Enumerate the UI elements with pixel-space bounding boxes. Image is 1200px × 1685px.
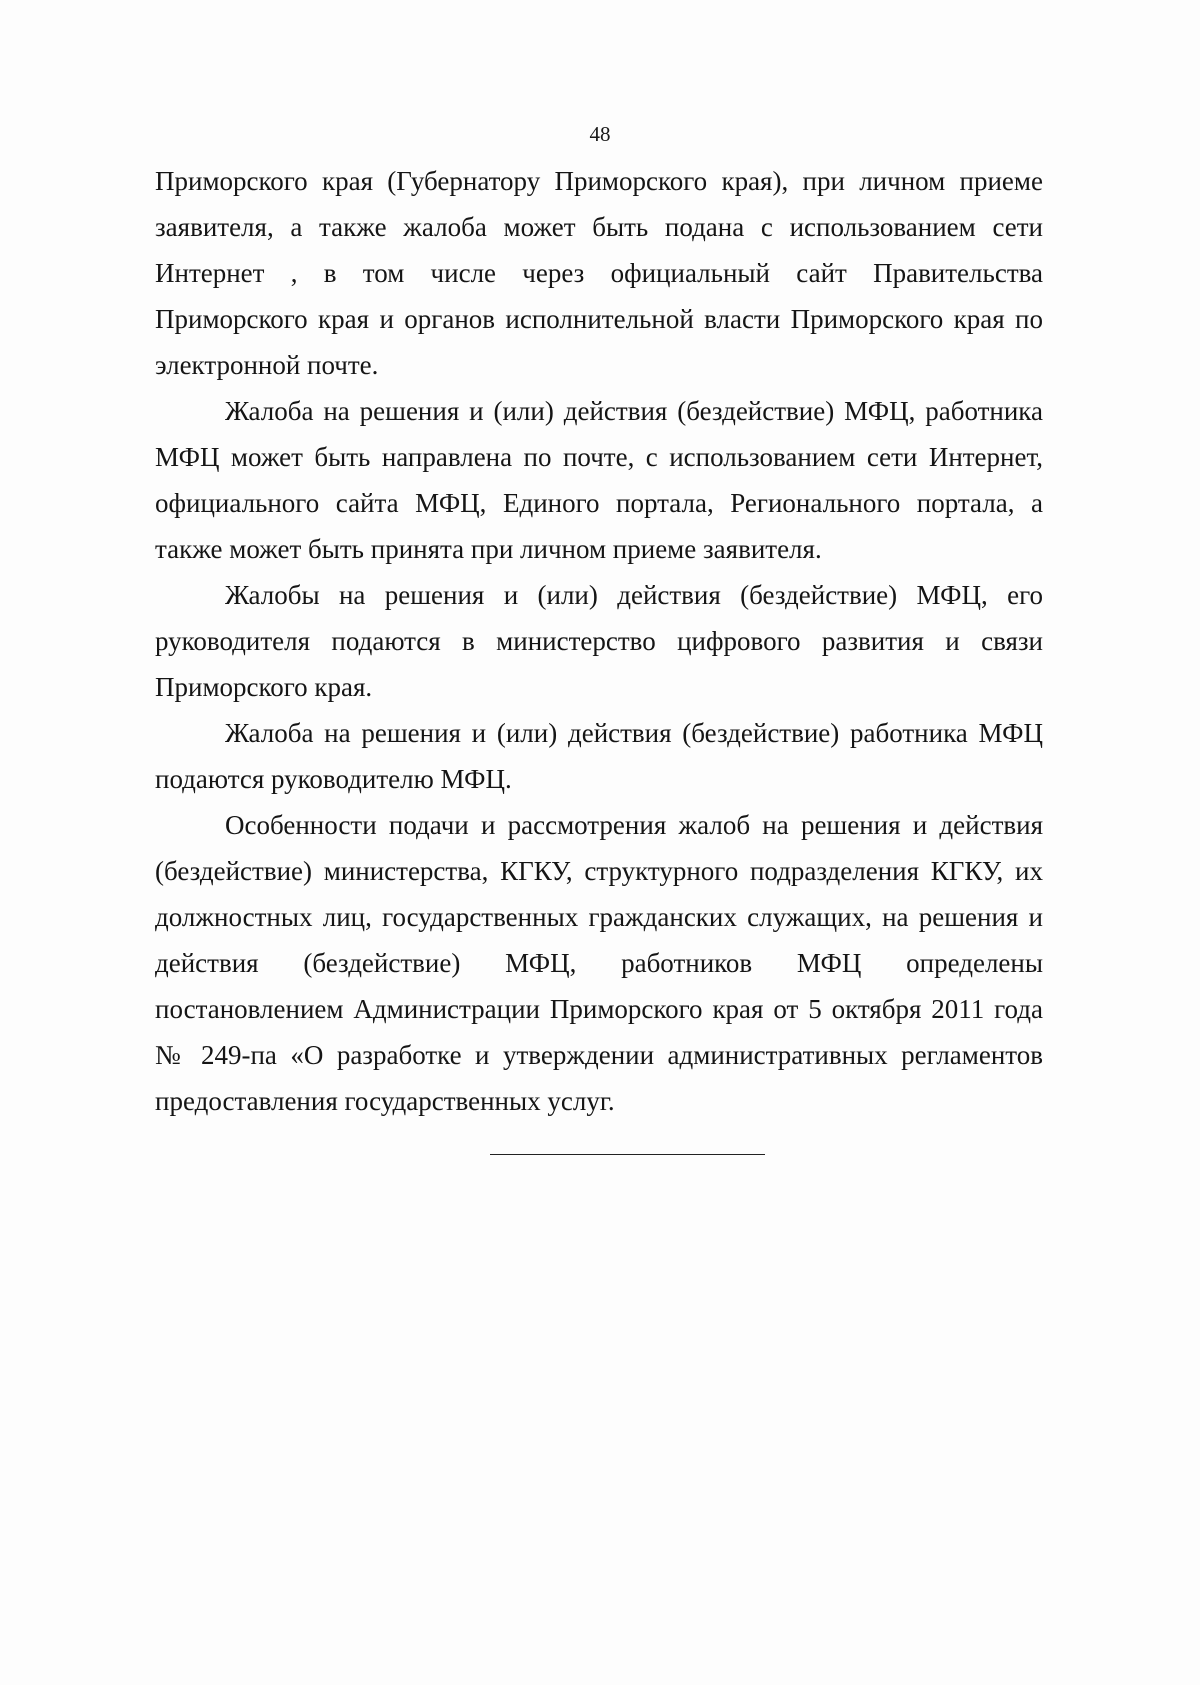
paragraph: Жалоба на решения и (или) действия (бездействие) работника МФЦ подаются руководителю МФЦ. [155,718,1043,794]
document-body [155,158,1043,1124]
paragraph: Особенности подачи и рассмотрения жалоб на решения и действия (бездействие) министерства, КГКУ, структурного подразделения КГКУ, их должностных лиц, государственных гражданских служащих, на решения и действия (бездействие) МФЦ, работников МФЦ определены постановлением Администрации Приморского края от 5 октября 2011 года № 249-па «О разработке и утверждении административных регламентов предоставления государственных услуг. [155,810,1043,1116]
paragraph: Приморского края (Губернатору Приморского края), при личном приеме заявителя, а также жалоба может быть подана с использованием сети Интернет , в том числе через официальный сайт Правительства Приморского края и органов исполнительной власти Приморского края по электронной почте. [155,166,1043,380]
paragraph: Жалобы на решения и (или) действия (бездействие) МФЦ, его руководителя подаются в министерство цифрового развития и связи Приморского края. [155,580,1043,702]
page-number: 48 [589,122,611,146]
closing-divider-line [490,1154,765,1155]
paragraph: Жалоба на решения и (или) действия (бездействие) МФЦ, работника МФЦ может быть направлена по почте, с использованием сети Интернет, официального сайта МФЦ, Единого портала, Регионального портала, а также может быть принята при личном приеме заявителя. [155,396,1043,564]
